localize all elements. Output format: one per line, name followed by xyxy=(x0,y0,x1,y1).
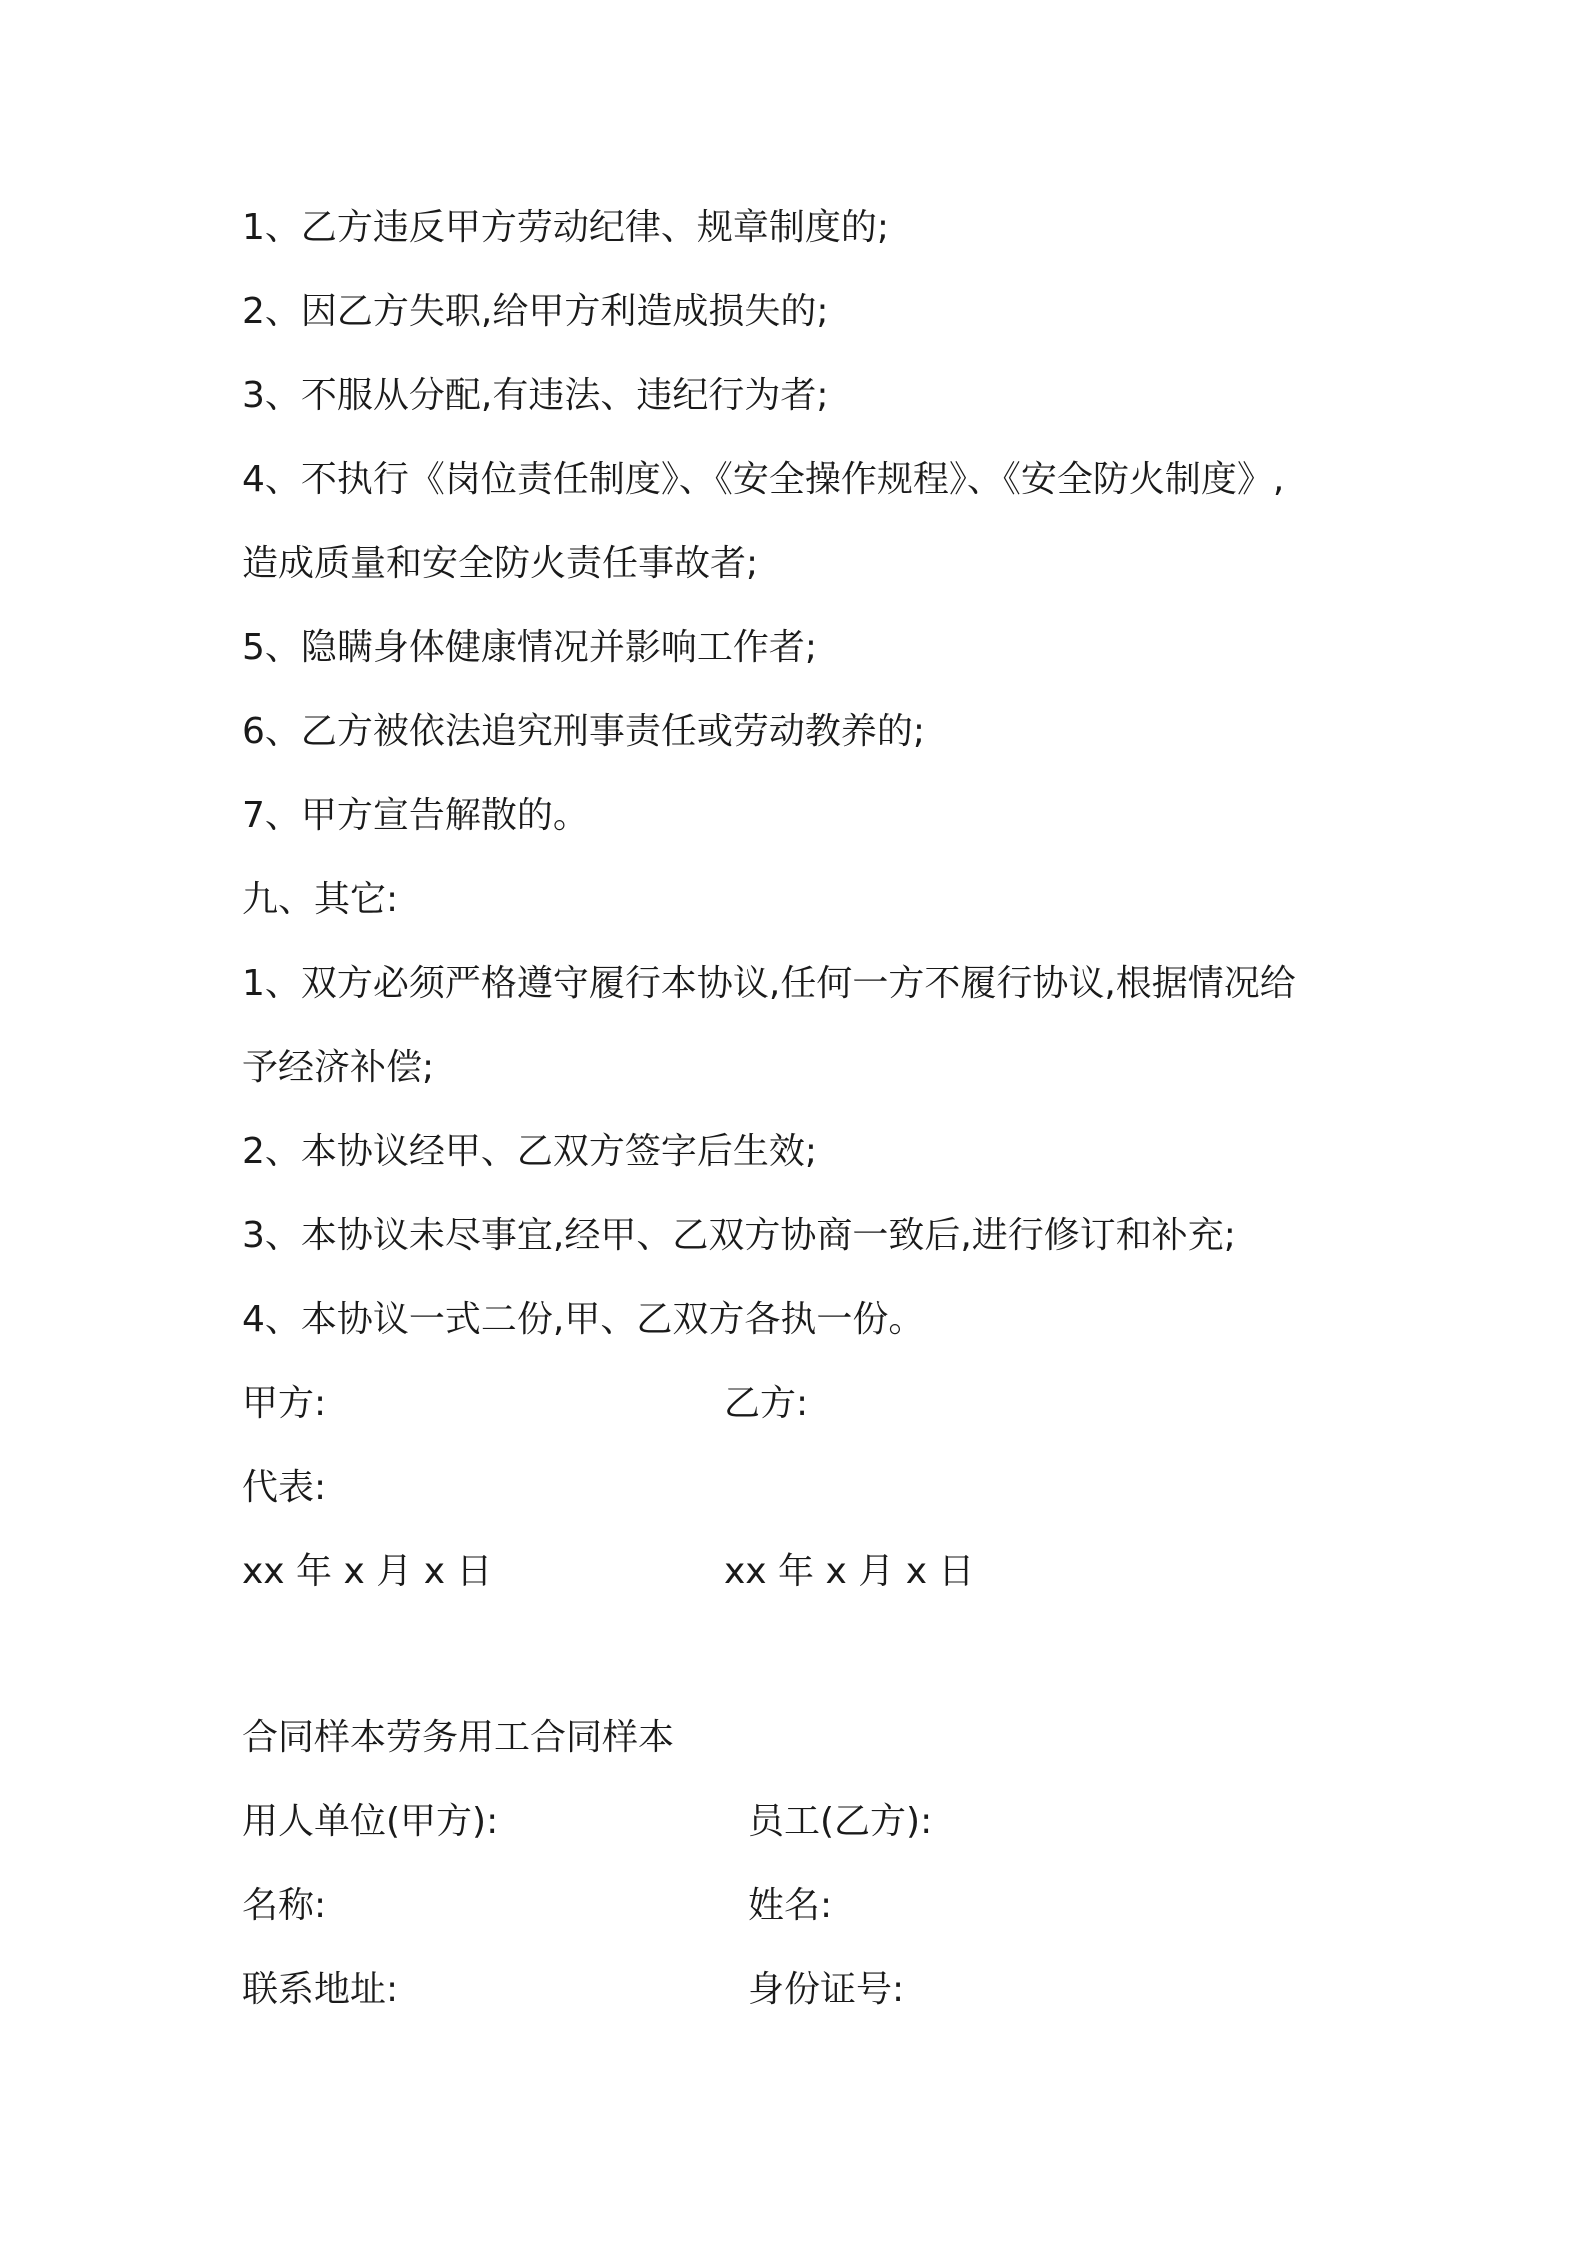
person-name-label: 姓名: xyxy=(748,1885,833,1926)
list-item: 3、不服从分配,有违法、违纪行为者; xyxy=(242,375,829,416)
other-item-continuation: 予经济补偿; xyxy=(242,1047,435,1088)
list-item: 2、因乙方失职,给甲方利造成损失的; xyxy=(242,291,829,332)
list-item-continuation: 造成质量和安全防火责任事故者; xyxy=(242,543,759,584)
list-item: 7、甲方宣告解散的。 xyxy=(242,795,589,836)
party-a-label: 甲方: xyxy=(242,1383,327,1424)
other-item: 4、本协议一式二份,甲、乙双方各执一份。 xyxy=(242,1299,925,1340)
contract-title: 合同样本劳务用工合同样本 xyxy=(242,1717,675,1758)
list-item: 6、乙方被依法追究刑事责任或劳动教养的; xyxy=(242,711,926,752)
address-label: 联系地址: xyxy=(242,1969,399,2010)
date-b: xx 年 x 月 x 日 xyxy=(724,1551,975,1592)
employee-label: 员工(乙方): xyxy=(748,1801,933,1842)
list-item: 4、不执行《岗位责任制度》、《安全操作规程》、《安全防火制度》, xyxy=(242,459,1285,500)
employer-label: 用人单位(甲方): xyxy=(242,1801,499,1842)
party-b-label: 乙方: xyxy=(724,1383,809,1424)
date-a: xx 年 x 月 x 日 xyxy=(242,1551,493,1592)
id-number-label: 身份证号: xyxy=(748,1969,905,2010)
other-item: 1、双方必须严格遵守履行本协议,任何一方不履行协议,根据情况给 xyxy=(242,963,1296,1004)
section-title: 九、其它: xyxy=(242,879,399,920)
representative-label: 代表: xyxy=(242,1467,327,1508)
list-item: 5、隐瞒身体健康情况并影响工作者; xyxy=(242,627,818,668)
name-label: 名称: xyxy=(242,1885,327,1926)
other-item: 2、本协议经甲、乙双方签字后生效; xyxy=(242,1131,818,1172)
other-item: 3、本协议未尽事宜,经甲、乙双方协商一致后,进行修订和补充; xyxy=(242,1215,1236,1256)
list-item: 1、乙方违反甲方劳动纪律、规章制度的; xyxy=(242,207,890,248)
